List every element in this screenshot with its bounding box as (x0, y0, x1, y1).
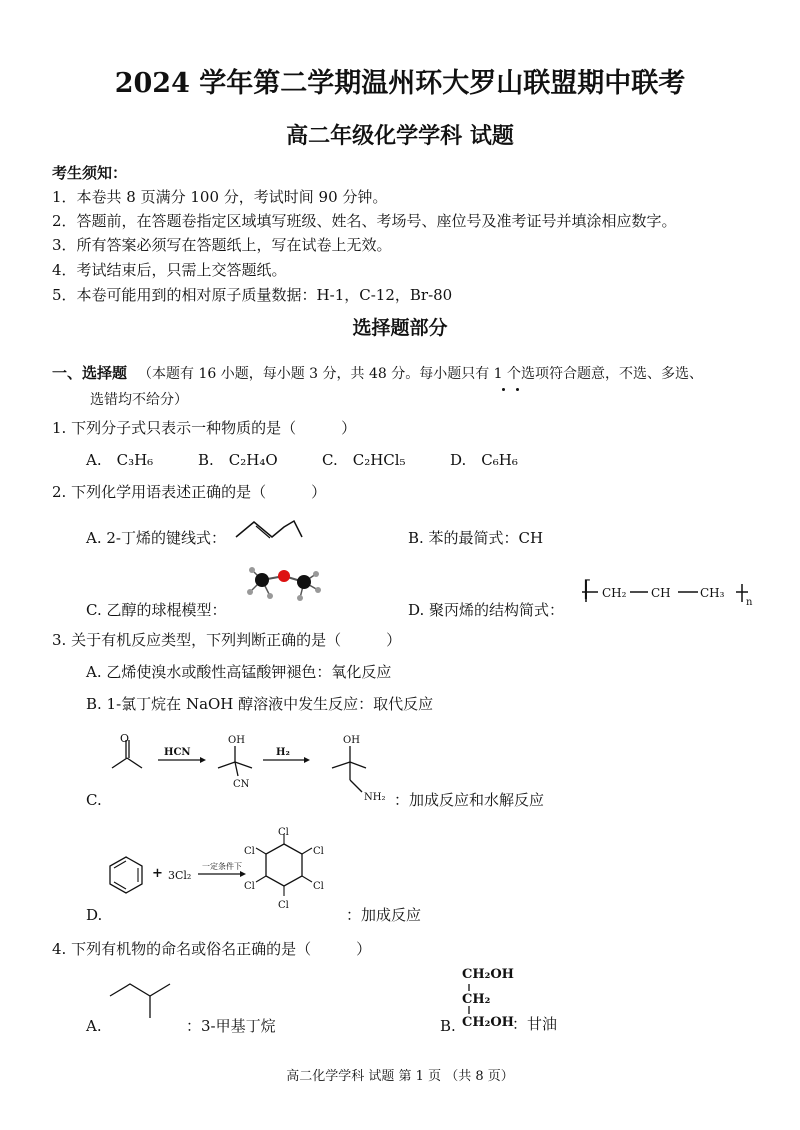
q3-option-c-label: C. (86, 791, 102, 809)
butene-skeletal-structure (234, 517, 304, 539)
cyanohydrin-oh-label: OH (228, 735, 245, 746)
notice-item-1: 1．本卷共 8 页满分 100 分，考试时间 90 分钟。 (52, 188, 388, 206)
benzene-structure (106, 855, 146, 895)
part1-desc-line2: 选错均不给分） (90, 392, 188, 408)
cl-label: Cl (313, 846, 324, 857)
cyanohydrin-cn-label: CN (233, 779, 250, 790)
q2-option-b: B. 苯的最简式：CH (408, 529, 544, 547)
formula-n: n (746, 597, 753, 608)
page-footer: 高二化学学科 试题 第 1 页 （共 8 页） (286, 1069, 514, 1084)
formula-ch3: CH₃ (700, 586, 725, 600)
plus-sign: + (152, 866, 163, 881)
q1-option-b: B. C₂H₄O (198, 451, 278, 469)
formula-ch2: CH₂ (602, 586, 627, 600)
reagent-cl2: 3Cl₂ (168, 869, 192, 882)
glycerol-line-1: CH₂OH (462, 967, 514, 982)
glycerol-bonds (466, 982, 472, 1016)
emphasis-dot (516, 388, 519, 391)
part1-label: 一、选择题 (52, 364, 128, 382)
q2-option-a: A. 2-丁烯的键线式： (86, 529, 226, 547)
exam-title: 2024 学年第二学期温州环大罗山联盟期中联考 (114, 68, 686, 99)
glycerol-line-2: CH₂ (462, 992, 491, 1007)
acetone-o-label: O (120, 732, 130, 745)
q2-option-d: D. 聚丙烯的结构简式： (408, 601, 565, 619)
q4-option-b-text: ：甘油 (512, 1015, 558, 1033)
notice-item-5: 5．本卷可能用到的相对原子质量数据：H-1，C-12，Br-80 (52, 286, 453, 304)
amino-alcohol-nh2-label: NH₂ (364, 792, 386, 803)
q3-option-a: A. 乙烯使溴水或酸性高锰酸钾褪色：氧化反应 (86, 663, 392, 681)
hexachlorocyclohexane-structure (240, 826, 340, 912)
cl-label: Cl (313, 881, 324, 892)
q2-option-c: C. 乙醇的球棍模型： (86, 601, 227, 619)
isopentane-skeletal-structure (108, 980, 178, 1022)
q3-option-b: B. 1-氯丁烷在 NaOH 醇溶液中发生反应：取代反应 (86, 695, 434, 713)
q4-option-b-label: B. (440, 1017, 456, 1035)
q3-option-d-text: ：加成反应 (346, 906, 422, 924)
q3-option-c-text: ：加成反应和水解反应 (394, 791, 545, 809)
q1-option-a: A. C₃H₆ (86, 451, 154, 469)
cl-label: Cl (244, 846, 255, 857)
glycerol-line-3: CH₂OH (462, 1015, 514, 1030)
section-title: 选择题部分 (352, 317, 448, 339)
notice-item-2: 2．答题前，在答题卷指定区域填写班级、姓名、考场号、座位号及准考证号并填涂相应数字。 (52, 212, 677, 230)
cl-label: Cl (278, 900, 289, 911)
bracket-left: ⌈ (583, 577, 592, 602)
emphasis-dot (502, 388, 505, 391)
ethanol-ball-stick-model (244, 566, 324, 602)
q3-stem: 3. 关于有机反应类型，下列判断正确的是（ ） (52, 631, 402, 649)
reaction-scheme-c (108, 732, 408, 802)
part1-desc-line1: （本题有 16 小题，每小题 3 分，共 48 分。每小题只有 1 个选项符合题意，不选、多选、 (138, 366, 704, 382)
reagent-h2: H₂ (276, 747, 290, 758)
cl-label: Cl (244, 881, 255, 892)
q1-stem: 1. 下列分子式只表示一种物质的是（ ） (52, 419, 357, 437)
cl-label: Cl (278, 827, 289, 838)
amino-alcohol-oh-label: OH (343, 735, 360, 746)
q1-option-d: D. C₆H₆ (450, 451, 518, 469)
reaction-condition: 一定条件下 (202, 862, 242, 871)
notice-heading: 考生须知： (52, 164, 128, 182)
exam-subtitle: 高二年级化学学科 试题 (286, 123, 514, 149)
q3-option-d-label: D. (86, 906, 103, 924)
notice-item-4: 4．考试结束后，只需上交答题纸。 (52, 261, 287, 279)
formula-ch: CH (651, 586, 671, 600)
notice-item-3: 3．所有答案必须写在答题纸上，写在试卷上无效。 (52, 236, 392, 254)
q4-stem: 4. 下列有机物的命名或俗名正确的是（ ） (52, 940, 372, 958)
q1-option-c: C. C₂HCl₅ (322, 451, 406, 469)
q4-option-a-label: A. (86, 1017, 102, 1035)
reagent-hcn: HCN (164, 747, 191, 758)
q4-option-a-text: ：3-甲基丁烷 (186, 1017, 276, 1035)
q2-stem: 2. 下列化学用语表述正确的是（ ） (52, 483, 327, 501)
